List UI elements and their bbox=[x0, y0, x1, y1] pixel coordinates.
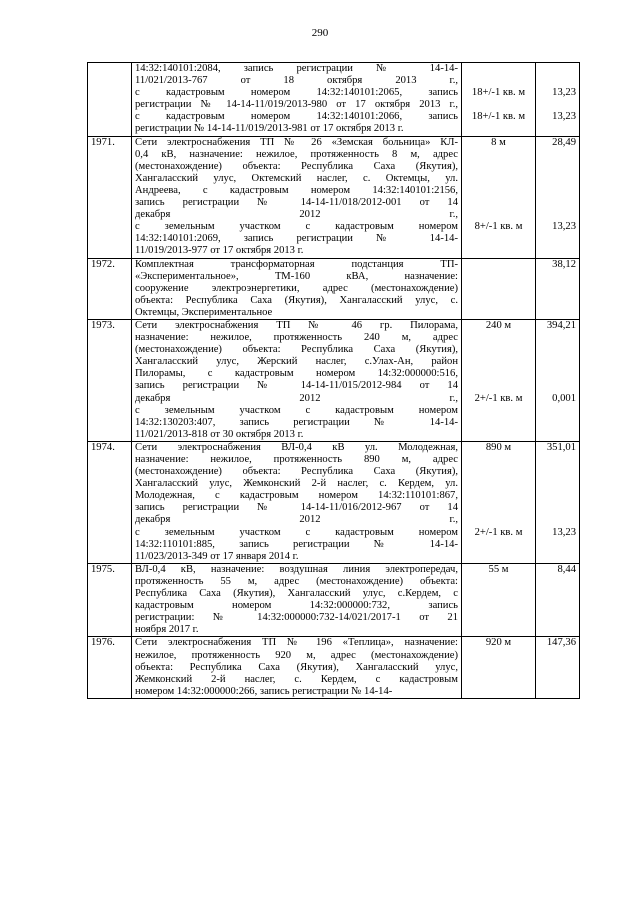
cost-value bbox=[539, 380, 576, 392]
size-value bbox=[465, 271, 532, 283]
cost-value bbox=[539, 662, 576, 674]
size-value: 2+/-1 кв. м bbox=[474, 526, 523, 538]
object-description bbox=[132, 258, 462, 319]
cost-value bbox=[539, 271, 576, 283]
size-value bbox=[465, 514, 532, 526]
table-row bbox=[88, 63, 580, 137]
cost-value bbox=[539, 478, 576, 490]
cost-value: 147,36 bbox=[546, 637, 576, 649]
cost-value: 13,23 bbox=[552, 111, 576, 123]
description-line: объекта: Республика Саха (Якутия), Хангаласский улус, с. bbox=[135, 294, 458, 306]
table-row bbox=[88, 441, 580, 563]
description-line: объекта: Республика Саха (Якутия), Хангаласский улус, bbox=[135, 661, 458, 673]
size-value bbox=[465, 149, 532, 161]
cost-value bbox=[539, 417, 576, 429]
size-value bbox=[465, 588, 532, 600]
size-value: 920 м bbox=[485, 637, 512, 649]
object-value bbox=[536, 258, 580, 319]
size-value bbox=[465, 332, 532, 344]
description-line: сооружение электроэнергетики, адрес (местонахождение) bbox=[135, 282, 458, 294]
size-value bbox=[465, 674, 532, 686]
description-line: регистрации: № 14:32:000000:732-14/021/2017-1 от 21 bbox=[135, 612, 458, 624]
size-value bbox=[465, 283, 532, 295]
size-value bbox=[465, 307, 532, 319]
page-number: 290 bbox=[311, 27, 329, 39]
cost-value bbox=[539, 332, 576, 344]
description-line: 14:32:140101:2069, запись регистрации № 14-14- bbox=[135, 233, 458, 245]
row-number: 1975. bbox=[88, 563, 132, 637]
size-value bbox=[465, 259, 532, 271]
cost-value bbox=[539, 99, 576, 111]
description-line: 11/021/2013-818 от 30 октября 2013 г. bbox=[135, 428, 304, 440]
description-line: Хангаласский улус, Жерский наслег, с.Улах-Ан, район bbox=[135, 356, 458, 368]
size-value bbox=[465, 429, 532, 441]
size-value bbox=[465, 454, 532, 466]
size-value bbox=[465, 75, 532, 87]
description-line: запись регистрации № 14-14-11/016/2012-967 от 14 bbox=[135, 502, 458, 514]
description-line: регистрации № 14-14-11/019/2013-981 от 17 октября 2013 г. bbox=[135, 123, 404, 135]
object-description bbox=[132, 319, 462, 441]
cost-value bbox=[539, 650, 576, 662]
size-value bbox=[465, 576, 532, 588]
size-value bbox=[465, 123, 532, 135]
cost-value bbox=[539, 307, 576, 319]
description-line: Октемцы, Экспериментальное bbox=[135, 306, 273, 318]
object-value bbox=[536, 563, 580, 637]
cost-value bbox=[539, 454, 576, 466]
cost-value: 351,01 bbox=[546, 441, 576, 453]
cost-value bbox=[539, 612, 576, 624]
object-size bbox=[462, 319, 536, 441]
size-value bbox=[465, 344, 532, 356]
cost-value: 28,49 bbox=[552, 136, 576, 148]
description-line: Молодежная, с кадастровым номером 14:32:110101:867, bbox=[135, 490, 458, 502]
object-size bbox=[462, 563, 536, 637]
description-line: нежилое, протяженность 920 м, адрес (местонахождение) bbox=[135, 649, 458, 661]
description-line: «Экспериментальное», ТМ-160 кВА, назначение: bbox=[135, 270, 458, 282]
size-value bbox=[465, 197, 532, 209]
size-value bbox=[465, 662, 532, 674]
description-line: 14:32:140101:2084, запись регистрации № 14-14- bbox=[135, 63, 458, 74]
size-value bbox=[465, 233, 532, 245]
object-size bbox=[462, 136, 536, 258]
table-row bbox=[88, 258, 580, 319]
row-number: 1976. bbox=[88, 637, 132, 698]
size-value bbox=[465, 502, 532, 514]
object-value bbox=[536, 63, 580, 137]
cost-value bbox=[539, 209, 576, 221]
cost-value: 8,44 bbox=[557, 563, 576, 575]
cost-value bbox=[539, 600, 576, 612]
cost-value bbox=[539, 283, 576, 295]
object-size bbox=[462, 258, 536, 319]
row-number: 1971. bbox=[88, 136, 132, 258]
size-value bbox=[465, 417, 532, 429]
description-line: ВЛ-0,4 кВ, назначение: воздушная линия электропередач, bbox=[135, 563, 458, 575]
size-value bbox=[465, 612, 532, 624]
object-value bbox=[536, 637, 580, 698]
object-description bbox=[132, 136, 462, 258]
object-value bbox=[536, 319, 580, 441]
row-number: 1973. bbox=[88, 319, 132, 441]
object-size bbox=[462, 441, 536, 563]
size-value bbox=[465, 539, 532, 551]
size-value: 240 м bbox=[485, 319, 512, 331]
size-value bbox=[465, 356, 532, 368]
description-line: Комплектная трансформаторная подстанция ТП- bbox=[135, 258, 458, 270]
description-line: (местонахождение) объекта: Республика Саха (Якутия), bbox=[135, 344, 458, 356]
cost-value bbox=[539, 490, 576, 502]
object-description bbox=[132, 63, 462, 137]
size-value bbox=[465, 490, 532, 502]
size-value bbox=[465, 478, 532, 490]
cost-value bbox=[539, 173, 576, 185]
description-line: Сети электроснабжения ВЛ-0,4 кВ ул. Молодежная, bbox=[135, 441, 458, 453]
description-line: Пилорамы, с кадастровым номером 14:32:000000:516, bbox=[135, 368, 458, 380]
object-description bbox=[132, 563, 462, 637]
cost-value bbox=[539, 502, 576, 514]
description-line: запись регистрации № 14-14-11/015/2012-984 от 14 bbox=[135, 380, 458, 392]
size-value: 18+/-1 кв. м bbox=[471, 87, 526, 99]
description-line: Хангаласский улус, Жемконский 2-й наслег, с. Кердем, ул. bbox=[135, 478, 458, 490]
cost-value: 0,001 bbox=[552, 392, 576, 404]
cost-value bbox=[539, 185, 576, 197]
description-line: с земельным участком с кадастровым номером bbox=[135, 526, 458, 538]
row-number bbox=[88, 63, 132, 137]
size-value: 55 м bbox=[488, 563, 509, 575]
cost-value bbox=[539, 686, 576, 698]
cost-value bbox=[539, 63, 576, 75]
size-value bbox=[465, 368, 532, 380]
size-value bbox=[465, 380, 532, 392]
size-value bbox=[465, 173, 532, 185]
description-line: Республика Саха (Якутия), Хангаласский улус, с.Кердем, с bbox=[135, 588, 458, 600]
cost-value: 394,21 bbox=[546, 319, 576, 331]
cost-value bbox=[539, 539, 576, 551]
object-description bbox=[132, 637, 462, 698]
description-line: (местонахождение) объекта: Республика Саха (Якутия), bbox=[135, 160, 458, 172]
size-value bbox=[465, 551, 532, 563]
size-value bbox=[465, 405, 532, 417]
object-description bbox=[132, 441, 462, 563]
cost-value bbox=[539, 245, 576, 257]
description-line: с кадастровым номером 14:32:140101:2065, запись bbox=[135, 87, 458, 99]
object-value bbox=[536, 441, 580, 563]
size-value: 18+/-1 кв. м bbox=[471, 111, 526, 123]
cost-value bbox=[539, 197, 576, 209]
description-line: с кадастровым номером 14:32:140101:2066, запись bbox=[135, 111, 458, 123]
size-value bbox=[465, 161, 532, 173]
size-value bbox=[465, 624, 532, 636]
size-value: 8 м bbox=[491, 136, 506, 148]
description-line: 0,4 кВ, назначение: нежилое, протяженность 8 м, адрес bbox=[135, 148, 458, 160]
row-number: 1972. bbox=[88, 258, 132, 319]
size-value bbox=[465, 466, 532, 478]
size-value bbox=[465, 209, 532, 221]
cost-value bbox=[539, 674, 576, 686]
description-line: регистрации № 14-14-11/019/2013-980 от 17 октября 2013 г., bbox=[135, 99, 458, 111]
cost-value: 38,12 bbox=[552, 258, 576, 270]
size-value bbox=[465, 245, 532, 257]
object-size bbox=[462, 637, 536, 698]
description-line: назначение: нежилое, протяженность 240 м, адрес bbox=[135, 332, 458, 344]
cost-value: 13,23 bbox=[552, 526, 576, 538]
cost-value bbox=[539, 233, 576, 245]
table-row bbox=[88, 319, 580, 441]
cost-value bbox=[539, 588, 576, 600]
cost-value bbox=[539, 514, 576, 526]
size-value: 890 м bbox=[485, 441, 512, 453]
size-value: 2+/-1 кв. м bbox=[474, 392, 523, 404]
registry-table bbox=[87, 62, 580, 699]
row-number: 1974. bbox=[88, 441, 132, 563]
size-value bbox=[465, 650, 532, 662]
description-line: 11/023/2013-349 от 17 января 2014 г. bbox=[135, 550, 299, 562]
cost-value bbox=[539, 295, 576, 307]
cost-value bbox=[539, 344, 576, 356]
cost-value bbox=[539, 368, 576, 380]
description-line: с земельным участком с кадастровым номером bbox=[135, 221, 458, 233]
description-line: 14:32:110101:885, запись регистрации № 14-14- bbox=[135, 538, 458, 550]
description-line: номером 14:32:000000:266, запись регистрации № 14-14- bbox=[135, 685, 393, 697]
cost-value bbox=[539, 149, 576, 161]
table-row bbox=[88, 136, 580, 258]
description-line: Жемконский 2-й наслег, с. Кердем, с кадастровым bbox=[135, 673, 458, 685]
description-line: Сети электроснабжения ТП № 196 «Теплица», назначение: bbox=[135, 637, 458, 649]
description-line: 14:32:130203:407, запись регистрации № 14-14- bbox=[135, 416, 458, 428]
cost-value bbox=[539, 429, 576, 441]
cost-value bbox=[539, 466, 576, 478]
table-row bbox=[88, 637, 580, 698]
cost-value bbox=[539, 161, 576, 173]
description-line: 11/021/2013-767 от 18 октября 2013 г., bbox=[135, 75, 458, 87]
description-line: декабря 2012 г., bbox=[135, 209, 458, 221]
description-line: Андреева, с кадастровым номером 14:32:140101:2156, bbox=[135, 184, 458, 196]
description-line: 11/019/2013-977 от 17 октября 2013 г. bbox=[135, 245, 304, 257]
cost-value bbox=[539, 75, 576, 87]
description-line: Сети электроснабжения ТП № 26 «Земская больница» КЛ- bbox=[135, 136, 458, 148]
cost-value bbox=[539, 624, 576, 636]
size-value bbox=[465, 295, 532, 307]
size-value: 8+/-1 кв. м bbox=[474, 221, 523, 233]
object-value bbox=[536, 136, 580, 258]
description-line: протяженность 55 м, адрес (местонахождение) объекта: bbox=[135, 575, 458, 587]
description-line: с земельным участком с кадастровым номером bbox=[135, 404, 458, 416]
cost-value: 13,23 bbox=[552, 221, 576, 233]
registry-body bbox=[88, 63, 580, 699]
description-line: запись регистрации № 14-14-11/018/2012-001 от 14 bbox=[135, 197, 458, 209]
object-size bbox=[462, 63, 536, 137]
description-line: Хангаласский улус, Октемский наслег, с. Октемцы, ул. bbox=[135, 172, 458, 184]
description-line: ноября 2017 г. bbox=[135, 624, 199, 636]
size-value bbox=[465, 99, 532, 111]
description-line: декабря 2012 г., bbox=[135, 392, 458, 404]
size-value bbox=[465, 185, 532, 197]
size-value bbox=[465, 600, 532, 612]
description-line: (местонахождение) объекта: Республика Саха (Якутия), bbox=[135, 466, 458, 478]
cost-value bbox=[539, 551, 576, 563]
description-line: кадастровым номером 14:32:000000:732, запись bbox=[135, 600, 458, 612]
size-value bbox=[465, 686, 532, 698]
description-line: декабря 2012 г., bbox=[135, 514, 458, 526]
description-line: назначение: нежилое, протяженность 890 м, адрес bbox=[135, 454, 458, 465]
size-value bbox=[465, 63, 532, 75]
cost-value bbox=[539, 405, 576, 417]
cost-value: 13,23 bbox=[552, 87, 576, 99]
cost-value bbox=[539, 356, 576, 368]
cost-value bbox=[539, 123, 576, 135]
description-line: Сети электроснабжения ТП № 46 гр. Пилорама, bbox=[135, 319, 458, 331]
table-row bbox=[88, 563, 580, 637]
cost-value bbox=[539, 576, 576, 588]
